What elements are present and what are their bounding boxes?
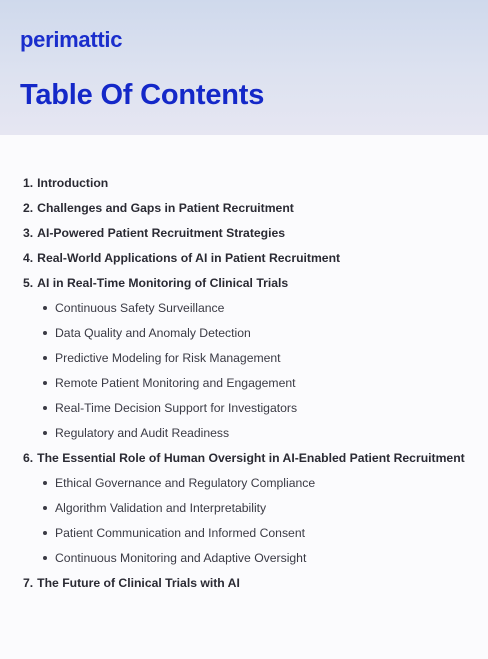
toc-entry-number: 7. — [23, 576, 34, 590]
toc-entry-number: 3. — [23, 226, 34, 240]
header-banner — [0, 0, 488, 135]
toc-entry-number: 1. — [23, 176, 34, 190]
toc-subentry-label: Data Quality and Anomaly Detection — [55, 326, 251, 340]
bullet-icon — [43, 356, 47, 360]
toc-subentry-label: Remote Patient Monitoring and Engagement — [55, 376, 296, 390]
bullet-icon — [43, 431, 47, 435]
toc-subentry[interactable] — [0, 396, 488, 421]
toc-subentry[interactable] — [0, 471, 488, 496]
bullet-icon — [43, 481, 47, 485]
toc-entry-label: Challenges and Gaps in Patient Recruitment — [37, 201, 294, 215]
bullet-icon — [43, 381, 47, 385]
toc-subentry-label: Continuous Monitoring and Adaptive Oversight — [55, 551, 307, 565]
toc-entry-number: 5. — [23, 276, 34, 290]
toc-subentry-label: Patient Communication and Informed Consent — [55, 526, 305, 540]
toc-subentry[interactable] — [0, 521, 488, 546]
toc-entry-label: AI in Real-Time Monitoring of Clinical Trials — [37, 276, 289, 290]
toc-subentry[interactable] — [0, 421, 488, 446]
toc-subentry-label: Real-Time Decision Support for Investigators — [55, 401, 298, 415]
toc-entry[interactable] — [0, 446, 488, 471]
bullet-icon — [43, 306, 47, 310]
toc-subentry[interactable] — [0, 546, 488, 571]
toc-subentry[interactable] — [0, 346, 488, 371]
bullet-icon — [43, 556, 47, 560]
bullet-icon — [43, 506, 47, 510]
toc-entry-label: Real-World Applications of AI in Patient Recruitment — [37, 251, 341, 265]
toc-entry[interactable] — [0, 196, 488, 221]
toc-subentry-label: Ethical Governance and Regulatory Compliance — [55, 476, 316, 490]
bullet-icon — [43, 406, 47, 410]
brand-logo: perimattic — [20, 27, 123, 52]
toc-entry-label: The Future of Clinical Trials with AI — [37, 576, 240, 590]
toc-entry[interactable] — [0, 271, 488, 296]
bullet-icon — [43, 531, 47, 535]
toc-subentry-label: Continuous Safety Surveillance — [55, 301, 225, 315]
toc-entry-number: 6. — [23, 451, 34, 465]
page-title: Table Of Contents — [20, 79, 265, 111]
toc-subentry-label: Algorithm Validation and Interpretability — [55, 501, 267, 515]
toc-subentry-label: Regulatory and Audit Readiness — [55, 426, 230, 440]
toc-entry[interactable] — [0, 221, 488, 246]
toc-entry[interactable] — [0, 246, 488, 271]
toc-entry-label: Introduction — [37, 176, 109, 190]
toc-subentry-label: Predictive Modeling for Risk Management — [55, 351, 281, 365]
toc-subentry[interactable] — [0, 496, 488, 521]
toc-entry-number: 2. — [23, 201, 34, 215]
toc-entry[interactable] — [0, 571, 488, 596]
toc-subentry[interactable] — [0, 321, 488, 346]
toc-entry-label: The Essential Role of Human Oversight in AI-Enabled Patient Recruitment — [37, 451, 465, 465]
toc-entry-number: 4. — [23, 251, 34, 265]
toc-subentry[interactable] — [0, 296, 488, 321]
toc-subentry[interactable] — [0, 371, 488, 396]
bullet-icon — [43, 331, 47, 335]
table-of-contents — [0, 171, 488, 596]
toc-entry-label: AI-Powered Patient Recruitment Strategies — [37, 226, 286, 240]
toc-entry[interactable] — [0, 171, 488, 196]
